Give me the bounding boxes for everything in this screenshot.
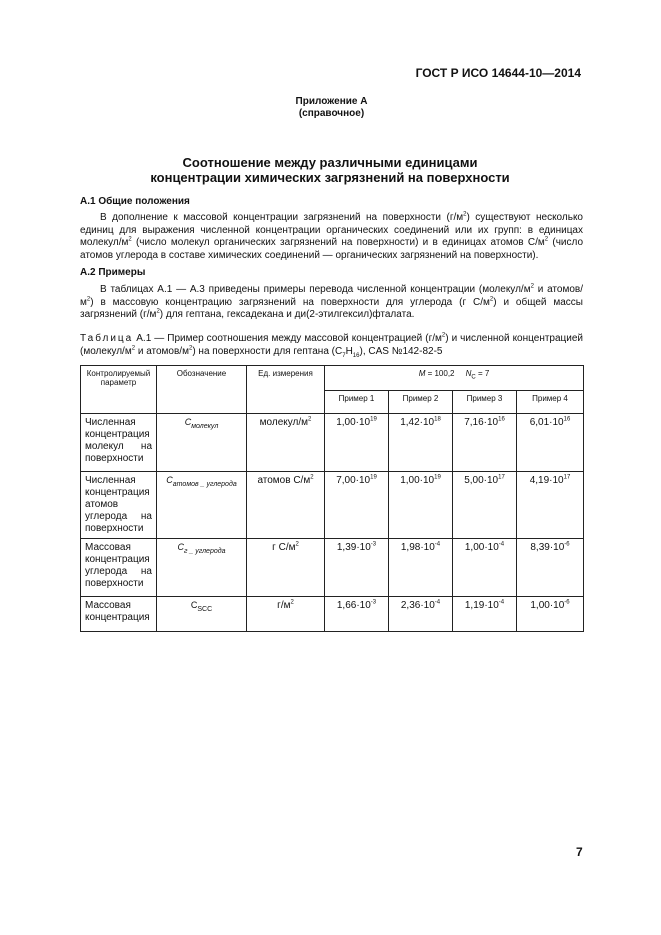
row-value: $1,00\cdot 10^{-4}$ — [453, 539, 517, 597]
row-symbol: $С_{SCC}$ — [157, 597, 247, 632]
row-value: $1,39\cdot 10^{-3}$ — [325, 539, 389, 597]
header-example-2: Пример 2 — [389, 391, 453, 414]
row-symbol: $С_{г \_ углерода}$ — [157, 539, 247, 597]
appendix-title: Приложение А — [295, 96, 368, 107]
document-id: ГОСТ Р ИСО 14644-10—2014 — [415, 66, 581, 80]
row-value: $5,00\cdot 10^{17}$ — [453, 472, 517, 539]
header-param: Контролируемый параметр — [81, 366, 157, 414]
row-value: $1,66\cdot 10^{-3}$ — [325, 597, 389, 632]
heading-a2: А.2 Примеры — [80, 267, 146, 278]
row-value: $7,00\cdot 10^{19}$ — [325, 472, 389, 539]
row-param: Численная концентрация молекул на поверхности — [81, 414, 157, 472]
paragraph-a1: В дополнение к массовой концентрации загрязнений на поверхности $(г/м^2)$ существуют несколько единиц для выражения численной концентрации органических соединений или их групп: в единицах молекул/$м^2$ (число молекул органических загрязнений на поверхности) и в единицах атомов $С/м^2$ (число атомов углерода в составе химических соединений — органических загрязнений на поверхности). — [80, 211, 583, 261]
appendix-heading — [0, 96, 661, 120]
title-line-1: Соотношение между различными единицами — [182, 155, 478, 170]
title-line-2: концентрации химических загрязнений на поверхности — [150, 170, 510, 185]
header-example-4: Пример 4 — [517, 391, 584, 414]
row-value: $8,39\cdot 10^{-6}$ — [517, 539, 584, 597]
header-example-1: Пример 1 — [325, 391, 389, 414]
row-unit: $г/м^2$ — [247, 597, 325, 632]
row-value: $1,98\cdot 10^{-4}$ — [389, 539, 453, 597]
row-value: $6,01\cdot 10^{16}$ — [517, 414, 584, 472]
row-unit: молекул/$м^2$ — [247, 414, 325, 472]
row-unit: атомов $С/м^2$ — [247, 472, 325, 539]
page-number: 7 — [576, 845, 583, 859]
data-table — [80, 365, 584, 632]
row-value: $2,36\cdot 10^{-4}$ — [389, 597, 453, 632]
table-row — [81, 414, 584, 472]
table-row — [81, 597, 584, 632]
appendix-note: (справочное) — [298, 108, 365, 119]
table-row — [81, 472, 584, 539]
row-param: Массовая концентрация углерода на поверхности — [81, 539, 157, 597]
header-constants: M = 100,2 $N_C = 7$ — [325, 366, 584, 391]
row-unit: г $С/м^2$ — [247, 539, 325, 597]
row-value: $1,19\cdot 10^{-4}$ — [453, 597, 517, 632]
row-param: Массовая концентрация — [81, 597, 157, 632]
row-value: $1,42\cdot 10^{18}$ — [389, 414, 453, 472]
row-value: $1,00\cdot 10^{-6}$ — [517, 597, 584, 632]
header-unit: Ед. измерения — [247, 366, 325, 414]
row-symbol: $С_{молекул}$ — [157, 414, 247, 472]
heading-a1: А.1 Общие положения — [80, 196, 190, 207]
header-symbol: Обозначение — [157, 366, 247, 414]
row-value: $1,00\cdot 10^{19}$ — [389, 472, 453, 539]
row-value: $4,19\cdot 10^{17}$ — [517, 472, 584, 539]
section-title — [80, 155, 580, 185]
row-value: $1,00\cdot 10^{19}$ — [325, 414, 389, 472]
row-param: Численная концентрация атомов углерода на поверхности — [81, 472, 157, 539]
table-header-row — [81, 366, 584, 391]
row-symbol: $С_{атомов \_ углерода}$ — [157, 472, 247, 539]
table-row — [81, 539, 584, 597]
table-caption: Таблица А.1 — Пример соотношения между массовой концентрацией $(г/м^2)$ и численной концентрацией ($молекул/м^2$ и атомов/$м^2$) на поверхности для гептана $(С_7Н_{16})$, CAS №142-82-5 — [80, 332, 584, 359]
header-example-3: Пример 3 — [453, 391, 517, 414]
row-value: $7,16\cdot 10^{16}$ — [453, 414, 517, 472]
paragraph-a2: В таблицах А.1 — А.3 приведены примеры перевода численной концентрации ($молекул/м^2$ и атомов/$м^2$) в массовую концентрацию загрязнений на поверхности для углерода (г $С/м^2$) и общей массы загрязнений $(г/м^2)$ для гептана, гексадекана и ди(2-этилгексил)фталата. — [80, 283, 583, 320]
